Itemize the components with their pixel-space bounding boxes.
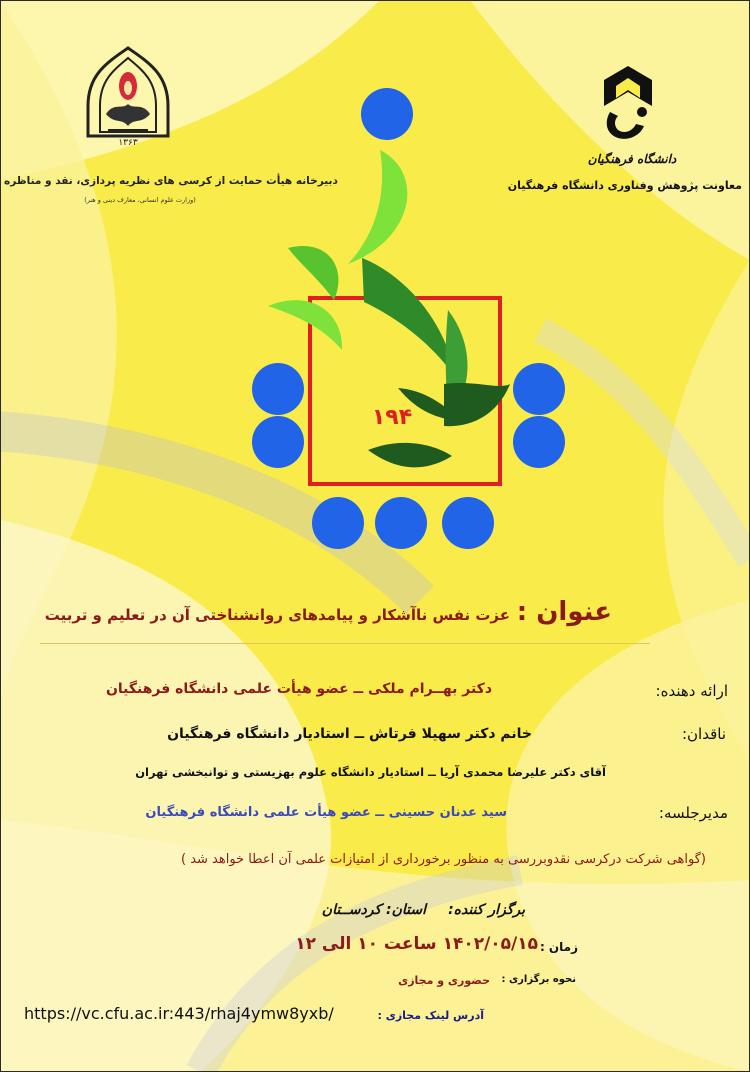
farhangian-university-logo: [596, 62, 660, 154]
left-org-line2: (وزارت علوم انسانی، معارف دینی و هنر): [84, 196, 196, 204]
emblem-leaf-bottom: [368, 443, 452, 467]
emblem-dot-left-2: [252, 416, 304, 468]
emblem-leaf-middle: [362, 258, 456, 378]
emblem-dot-bottom-1: [312, 497, 364, 549]
meeting-link[interactable]: https://vc.cfu.ac.ir:443/rhaj4ymw8yxb/: [24, 1004, 334, 1023]
emblem-leaf-lower-left: [268, 300, 342, 350]
svg-text:۱۳۶۳: ۱۳۶۳: [118, 138, 138, 148]
emblem-dot-left-1: [252, 363, 304, 415]
time-label: زمان :: [539, 940, 578, 954]
presenter-label: ارائه دهنده:: [655, 682, 728, 700]
critics-label: ناقدان:: [681, 725, 726, 743]
emblem-leaf-left: [288, 246, 338, 300]
moderator-label: مدیرجلسه:: [658, 804, 728, 822]
title-divider: [40, 643, 650, 644]
title-label: عنوان :: [516, 597, 612, 627]
organizer-value: استان: کردســتان: [321, 902, 426, 918]
emblem-dot-bottom-3: [442, 497, 494, 549]
link-label: آدرس لینک مجازی :: [377, 1009, 484, 1022]
critic-1: خانم دکتر سهیلا فرتاش ــ استادیار دانشگاه فرهنگیان: [167, 726, 532, 742]
organizer-label: برگزار کننده:: [448, 902, 525, 918]
mode-label: نحوه برگزاری :: [501, 974, 576, 985]
presenter-value: دکتر بهــرام ملکی ــ عضو هیأت علمی دانشگاه فرهنگیان: [105, 681, 492, 697]
right-org-name: معاونت پژوهش وفناوری دانشگاه فرهنگیان: [507, 179, 742, 192]
kursi-emblem: [248, 88, 572, 550]
emblem-leaf-top: [348, 150, 407, 264]
emblem-dot-top: [361, 88, 413, 140]
time-value: ۱۴۰۲/۰۵/۱۵ ساعت ۱۰ الی ۱۲: [295, 934, 538, 954]
title-text: عزت نفس ناآشکار و پیامدهای روانشناختی آن در تعلیم و تربیت: [44, 606, 510, 624]
emblem-dot-right-1: [513, 363, 565, 415]
council-logo: [78, 44, 178, 148]
moderator-value: سید عدنان حسینی ــ عضو هیأت علمی دانشگاه فرهنگیان: [145, 805, 507, 820]
left-org-line1: دبیرخانه هیأت حمایت از کرسی های نظریه پردازی، نقد و مناظره: [4, 175, 338, 187]
emblem-dot-bottom-2: [375, 497, 427, 549]
emblem-number: ۱۹۴: [371, 405, 413, 430]
right-logo-text: دانشگاه فرهنگیان: [587, 152, 677, 166]
emblem-dot-right-2: [513, 416, 565, 468]
critic-2: آقای دکتر علیرضا محمدی آریا ــ استادیار دانشگاه علوم بهزیستی و توانبخشی تهران: [135, 765, 606, 779]
certificate-note: (گواهی شرکت درکرسی نقدوبررسی به منظور برخورداری از امتیازات علمی آن اعطا خواهد شد ): [180, 852, 706, 867]
mode-value: حضوری و مجازی: [398, 974, 490, 987]
